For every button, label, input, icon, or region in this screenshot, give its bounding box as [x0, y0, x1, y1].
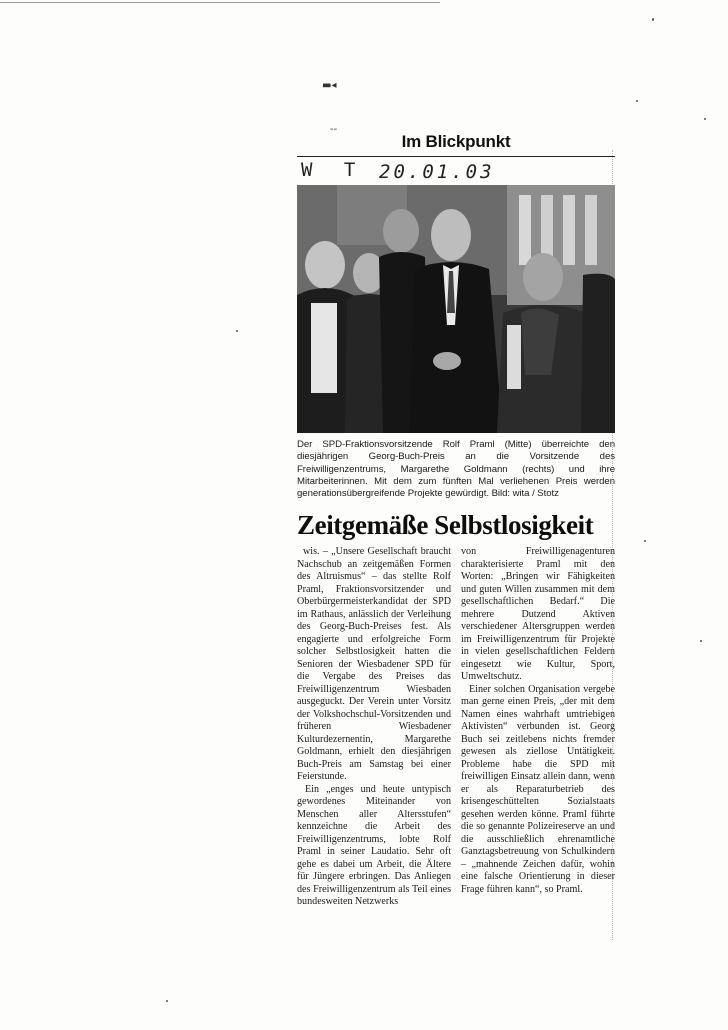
- handwritten-date: 20.01.03: [379, 161, 495, 183]
- group-photo: [297, 185, 615, 433]
- article-paragraph: von Freiwilligenagenturen charakterisierte Praml mit den Worten: „Bringen wir Fähigkeiten und guten Willen zusammen mit dem gesellschaftlichen Bedarf.“ Die mehrere Dutzend Aktiven verschiedener Altersgruppen werden im Freiwilligenzentrum für Projekte in vielen gesellschaftlichen Feldern eingesetzt wie Kultur, Sport, Umweltschutz.: [461, 546, 615, 683]
- caption-text: Der SPD-Fraktionsvorsitzende Rolf Praml (Mitte) überreichte den diesjährigen Georg-Buch-Preis an die Vorsitzende des Freiwilligenzentrums, Margarethe Goldmann (rechts) und ihre Mitarbeiterinnen. Mit dem zum fünften Mal verliehenen Preis werden generationsübergreifende Projekte gewürdigt.: [297, 439, 615, 500]
- handwritten-note: [297, 157, 615, 185]
- article-body: [297, 546, 615, 909]
- scan-speck: [236, 330, 238, 332]
- rubric-title: Im Blickpunkt: [401, 132, 511, 151]
- article-paragraph: wis. – „Unsere Gesellschaft braucht Nachschub an zeitgemäßen Formen des Altruismus“ – das stellte Rolf Praml, Fraktionsvorsitzender und Oberbürgermeisterkandidat der SPD im Rathaus, anlässlich der Verleihung des Georg-Buch-Preises fest. Als engagierte und erfolgreiche Form solcher Selbstlosigkeit hatten die Senioren der Wiesbadener SPD für die Vergabe des Preises das Freiwilligenzentrum Wiesbaden ausgeguckt. Der Verein unter Vorsitz der Volkshochschul-Vorsitzenden und früheren Wiesbadener Kulturdezernentin, Margarethe Goldmann, erhielt den diesjährigen Buch-Preis am Samstag bei einer Feierstunde.: [297, 546, 451, 783]
- stray-mark: ‑‑: [330, 124, 338, 135]
- newspaper-clipping: [297, 130, 615, 909]
- photo-credit: Bild: wita / Stotz: [491, 488, 559, 500]
- scan-speck: [166, 1000, 168, 1002]
- scan-speck: [636, 100, 638, 102]
- article-headline: Zeitgemäße Selbstlosigkeit: [297, 510, 594, 541]
- scan-edge-line: [0, 2, 440, 3]
- scan-speck: [652, 18, 654, 21]
- scan-speck: [644, 540, 646, 542]
- article-column-right: [461, 546, 615, 909]
- article-paragraph: Ein „enges und heute untypisch gewordenes Miteinander von Menschen aller Altersstufen“ kennzeichne die Arbeit des Freiwilligenzentrums, lobte Rolf Praml in seiner Laudatio. Sehr oft gehe es dabei um Arbeit, die Ältere für Jüngere erbringen. Das Anliegen des Freiwilligenzentrum als Teil eines bundesweiten Netzwerks: [297, 783, 451, 908]
- article-paragraph: Einer solchen Organisation vergebe man gerne einen Preis, „der mit dem Namen eines wahrhaft umtriebigen Aktivisten“ verbunden ist. Georg Buch sei zeitlebens nichts fremder gewesen als ziellose Untätigkeit. Probleme habe die SPD mit freiwilligen Einsatz allein dann, wenn er als Reparaturbetrieb des krisengeschüttelten Sozialstaats gesehen werden könne. Praml führte die so genannte Polizeireserve an und die ausschließlich ehrenamtliche Ganztagsbetreuung von Schulkindern – „mahnende Zeichen dafür, wohin eine falsche Orientierung in dieser Frage führen kann“, so Praml.: [461, 683, 615, 895]
- stray-mark: ▬◂: [322, 80, 337, 91]
- group-photo-icon: [297, 185, 615, 433]
- scan-speck: [704, 118, 706, 120]
- scan-speck: [700, 640, 702, 642]
- photo-caption: [297, 439, 615, 500]
- handwritten-source: W T: [301, 159, 366, 181]
- article-column-left: [297, 546, 451, 909]
